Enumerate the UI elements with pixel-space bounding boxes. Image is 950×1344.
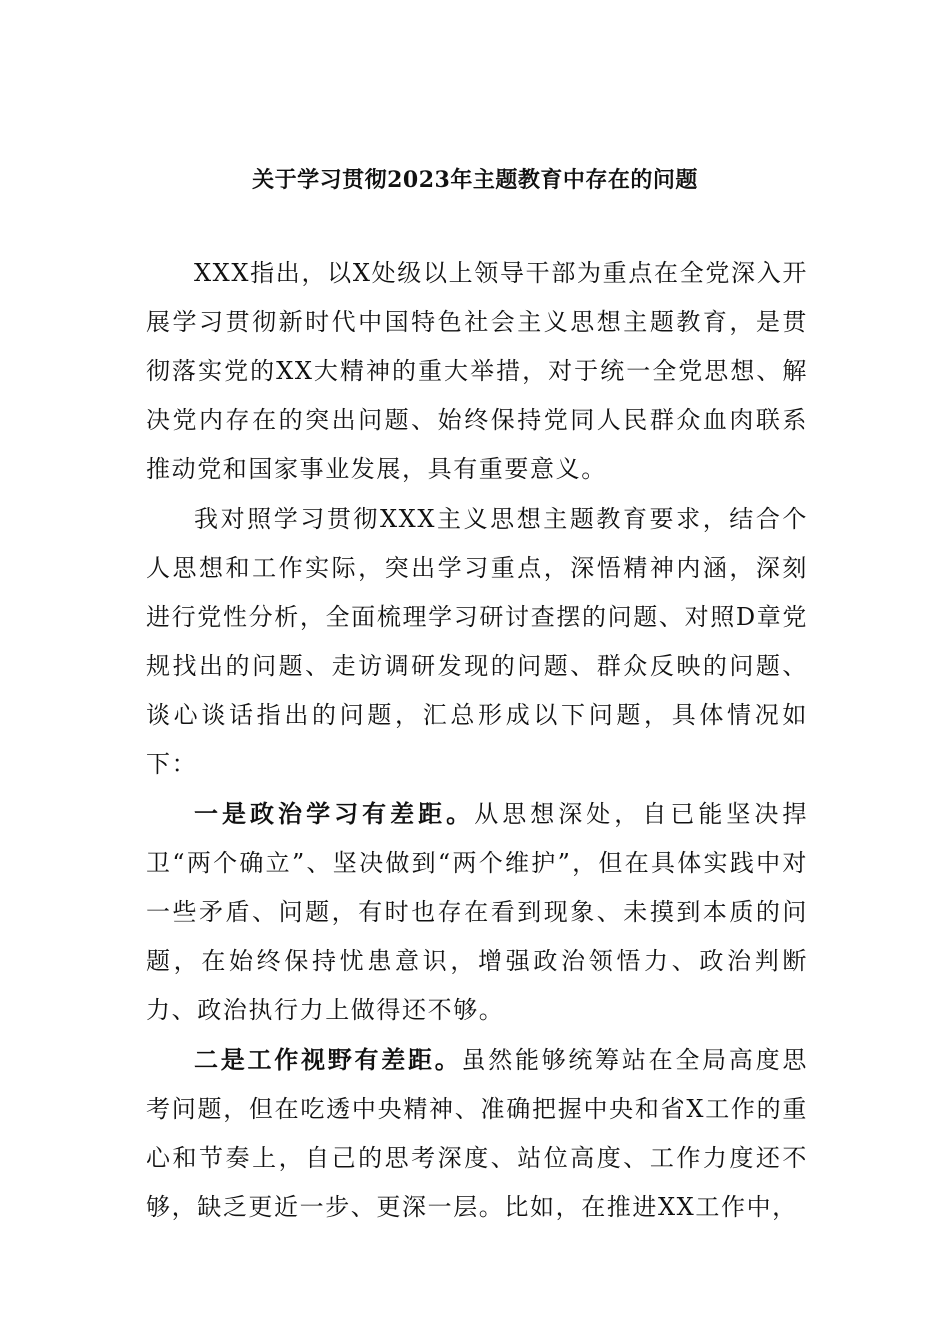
paragraph-point-two [146,1035,808,1232]
document-title: 关于学习贯彻2023年主题教育中存在的问题 [252,167,698,193]
paragraph-overview [146,494,808,789]
paragraph-text: 我对照学习贯彻XXX主义思想主题教育要求，结合个人思想和工作实际，突出学习重点，深悟精神内涵，深刻进行党性分析，全面梳理学习研讨查摆的问题、对照D章党规找出的问题、走访调研发现的问题、群众反映的问题、谈心谈话指出的问题，汇总形成以下问题，具体情况如下： [146,505,808,778]
paragraph-lead: 二是工作视野有差距。 [194,1045,462,1074]
paragraph-text: 虽然能够统筹站在全局高度思考问题，但在吃透中央精神、准确把握中央和省X工作的重心和节奏上，自己的思考深度、站位高度、工作力度还不够，缺乏更近一步、更深一层。比如，在推进XX工作中， [146,1046,808,1221]
paragraph-text: XXX指出，以X处级以上领导干部为重点在全党深入开展学习贯彻新时代中国特色社会主义思想主题教育，是贯彻落实党的XX大精神的重大举措，对于统一全党思想、解决党内存在的突出问题、始终保持党同人民群众血肉联系推动党和国家事业发展，具有重要意义。 [146,259,808,483]
paragraph-point-one [146,789,808,1035]
document-body [146,248,808,1232]
paragraph-lead: 一是政治学习有差距。 [194,799,475,828]
paragraph-intro [146,248,808,494]
paragraph-text: 从思想深处，自已能坚决捍卫“两个确立”、坚决做到“两个维护”，但在具体实践中对一些矛盾、问题，有时也存在看到现象、未摸到本质的问题，在始终保持忧患意识，增强政治领悟力、政治判断力、政治执行力上做得还不够。 [146,800,809,1024]
